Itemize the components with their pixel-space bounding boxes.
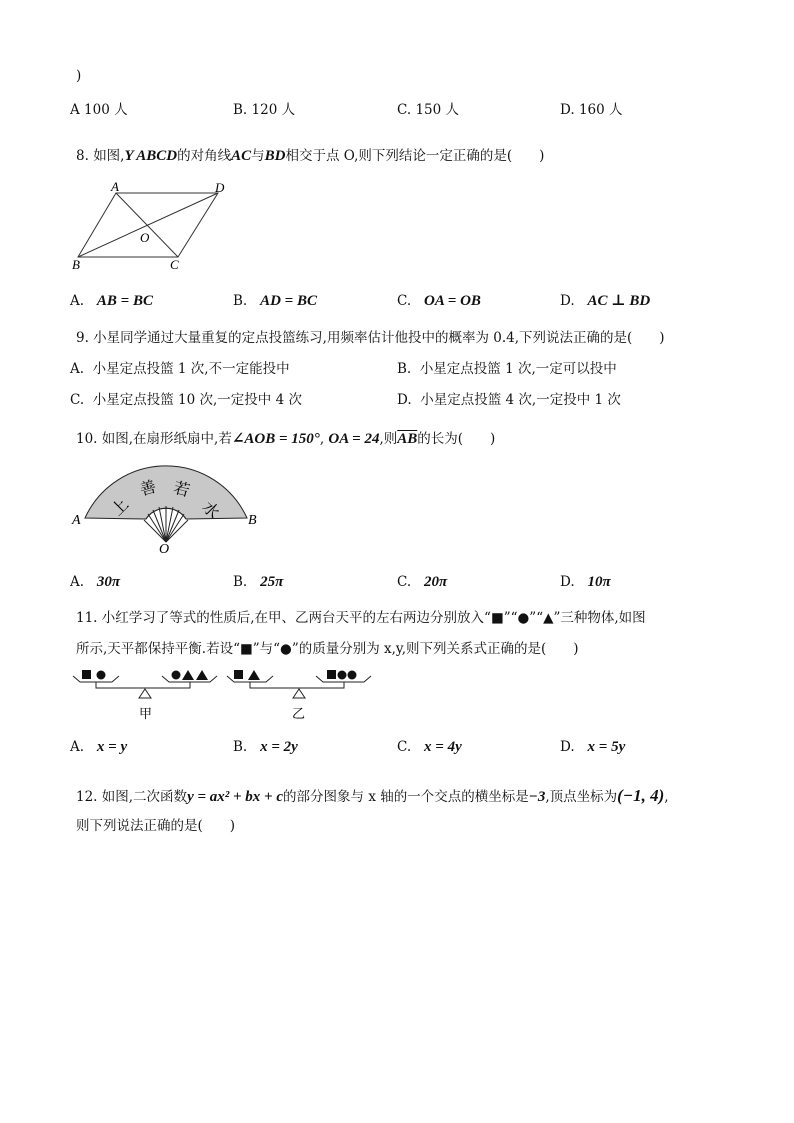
q7-option-d[interactable]: D. 160 人 xyxy=(560,102,623,118)
fan-char-1: 上 xyxy=(108,495,133,520)
q11-stem-line2: 所示,天平都保持平衡.若设“■”与“●”的质量分别为 x,y,则下列关系式正确的是( ) xyxy=(76,641,579,657)
q8-stem: 8. 如图,Y ABCD的对角线AC与BD相交于点 O,则下列结论一定正确的是( ) xyxy=(76,148,545,164)
q9-option-d[interactable]: D. 小星定点投篮 4 次,一定投中 1 次 xyxy=(397,392,621,408)
q8-option-a[interactable]: A. AB = BC xyxy=(70,293,153,309)
q11-option-b[interactable]: B. x = 2y xyxy=(233,739,298,755)
vertex-c-label: C xyxy=(170,257,179,272)
q10-option-d[interactable]: D. 10π xyxy=(560,574,611,590)
vertex-a-label: A xyxy=(111,180,119,194)
q8-option-c[interactable]: C. OA = OB xyxy=(397,293,481,309)
fan-b-label: B xyxy=(248,513,257,528)
fan-char-4: 水 xyxy=(198,498,223,523)
q12-stem-line2: 则下列说法正确的是( ) xyxy=(76,818,236,834)
q9-option-c[interactable]: C. 小星定点投篮 10 次,一定投中 4 次 xyxy=(70,392,302,408)
fan-a-label: A xyxy=(72,513,81,528)
q10-stem: 10. 如图,在扇形纸扇中,若∠AOB = 150°, OA = 24,则$\overline{AB}$的长为( ) xyxy=(76,431,496,447)
parallelogram-figure xyxy=(66,180,236,272)
q11-stem-line1: 11. 小红学习了等式的性质后,在甲、乙两台天平的左右两边分别放入“■”“●”“▲”三种物体,如图 xyxy=(76,610,646,626)
q7-option-a[interactable]: A 100 人 xyxy=(70,102,128,118)
q12-stem-line1: 12. 如图,二次函数y = ax² + bx + c的部分图象与 x 轴的一个交点的横坐标是−3,顶点坐标为(−1, 4), xyxy=(76,786,669,805)
q11-option-d[interactable]: D. x = 5y xyxy=(560,739,626,755)
q10-option-b[interactable]: B. 25π xyxy=(233,574,284,590)
q9-option-b[interactable]: B. 小星定点投篮 1 次,一定可以投中 xyxy=(397,361,617,377)
center-o-label: O xyxy=(140,230,150,245)
balance-jia-figure xyxy=(70,664,220,724)
q9-option-a[interactable]: A. 小星定点投篮 1 次,不一定能投中 xyxy=(70,361,290,377)
balance-yi-figure xyxy=(224,664,374,724)
fan-o-label: O xyxy=(159,542,170,556)
balance-jia-label: 甲 xyxy=(139,706,153,721)
q7-tail: ) xyxy=(76,68,82,84)
vertex-b-label: B xyxy=(72,257,80,272)
q7-option-b[interactable]: B. 120 人 xyxy=(233,102,296,118)
fan-figure xyxy=(66,452,266,556)
vertex-d-label: D xyxy=(215,180,225,195)
q10-option-a[interactable]: A. 30π xyxy=(70,574,121,590)
q8-option-d[interactable]: D. AC ⊥ BD xyxy=(560,293,651,309)
q7-option-c[interactable]: C. 150 人 xyxy=(397,102,459,118)
q10-option-c[interactable]: C. 20π xyxy=(397,574,448,590)
balance-yi-label: 乙 xyxy=(292,706,306,721)
q11-option-a[interactable]: A. x = y xyxy=(70,739,128,755)
q9-stem: 9. 小星同学通过大量重复的定点投篮练习,用频率估计他投中的概率为 0.4,下列说法正确的是( ) xyxy=(76,330,665,346)
fan-char-3: 若 xyxy=(171,479,192,501)
q11-option-c[interactable]: C. x = 4y xyxy=(397,739,462,755)
q8-option-b[interactable]: B. AD = BC xyxy=(233,293,317,309)
fan-char-2: 善 xyxy=(138,478,159,500)
